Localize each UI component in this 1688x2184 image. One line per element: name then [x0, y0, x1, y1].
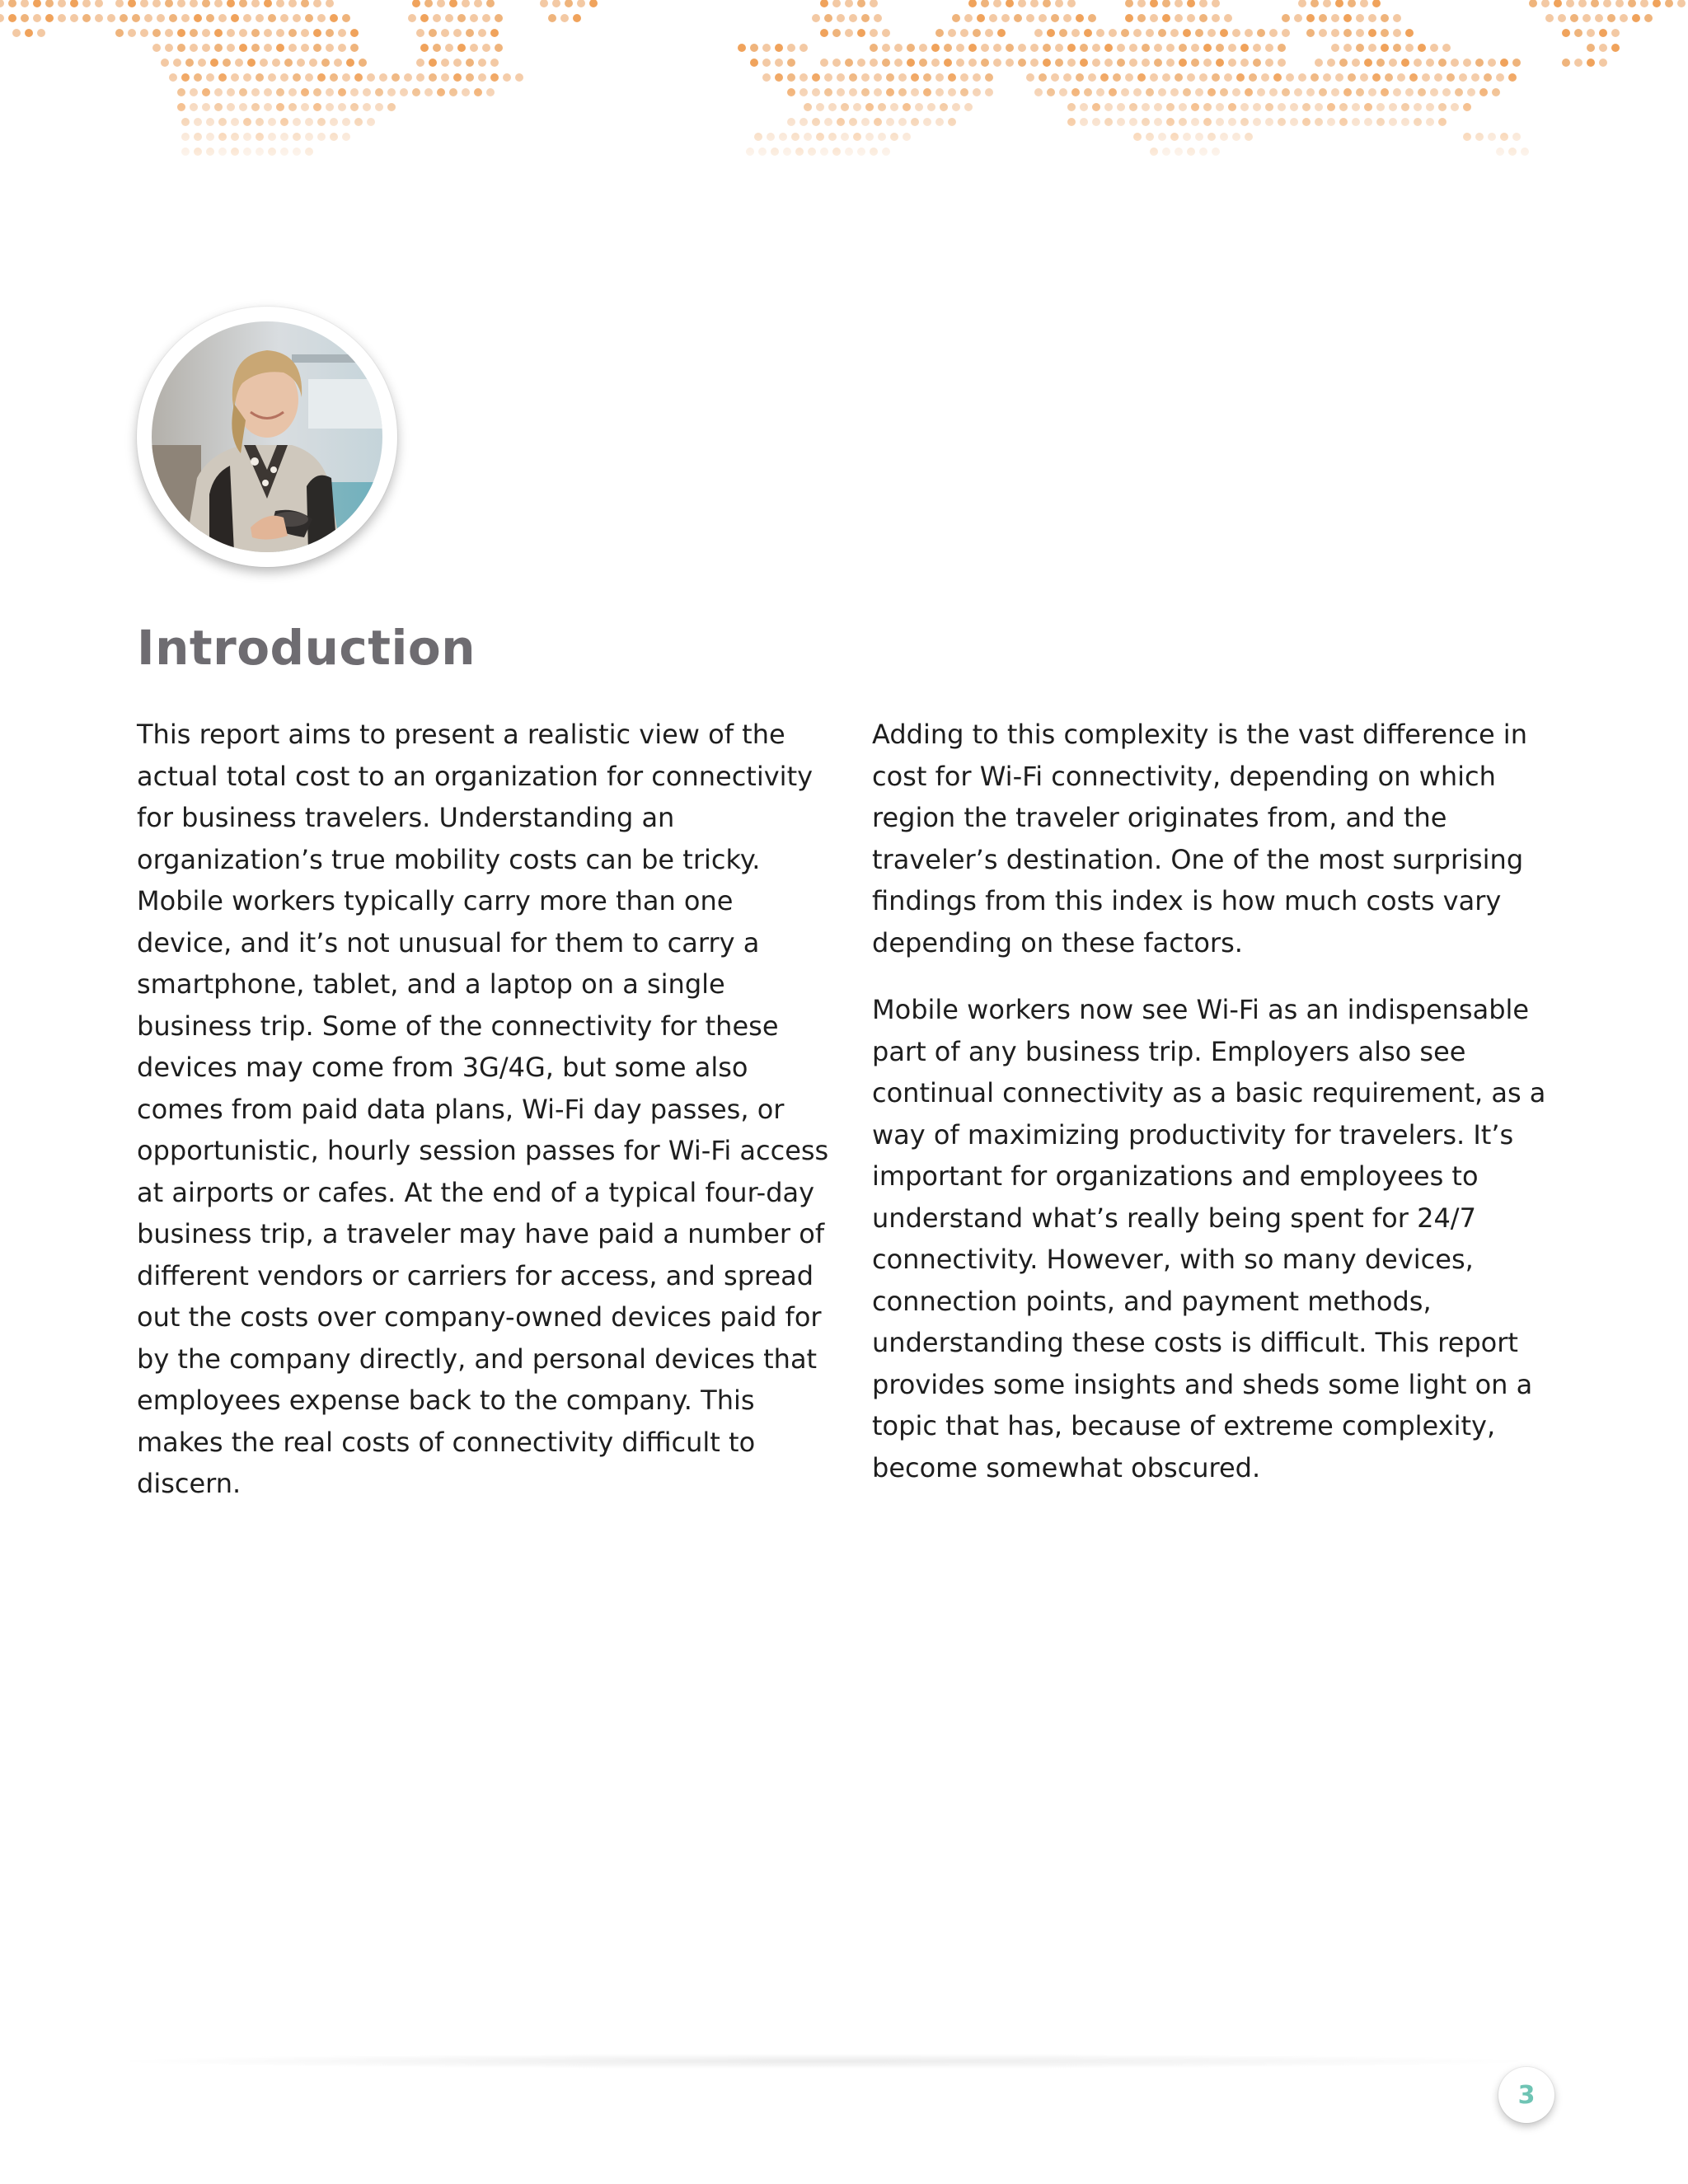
body-paragraph: Adding to this complexity is the vast difference in cost for Wi-Fi connectivity, depending on which region the traveler originates from, and the traveler’s destination. One of the most surprising findings from this index is how much costs vary depending on these factors.	[872, 719, 1527, 958]
woman-traveler-with-phone-photo	[152, 321, 382, 552]
body-column-left	[137, 714, 829, 1505]
footer-divider	[124, 2054, 1525, 2069]
profile-photo-frame	[137, 307, 397, 567]
page-number-badge	[1498, 2067, 1554, 2123]
body-paragraph: Mobile workers now see Wi-Fi as an indispensable part of any business trip. Employers also see continual connectivity as a basic requirement, as a way of maximizing productivity for travelers. It’s important for organizations and employees to understand what’s really being spent for 24/7 connectivity. However, with so many devices, connection points, and payment methods, understanding these costs is difficult. This report provides some insights and sheds some light on a topic that has, because of extreme complexity, become somewhat obscured.	[872, 994, 1546, 1483]
header-fade	[0, 0, 1688, 198]
section-title: Introduction	[137, 620, 476, 676]
body-column-right	[872, 714, 1564, 1488]
body-paragraph: This report aims to present a realistic view of the actual total cost to an organization for connectivity for business travelers. Understanding an organization’s true mobility costs can be tricky. Mobile workers typically carry more than one device, and it’s not unusual for them to carry a smartphone, tablet, and a laptop on a single business trip. Some of the connectivity for these devices may come from 3G/4G, but some also comes from paid data plans, Wi-Fi day passes, or opportunistic, hourly session passes for Wi-Fi access at airports or cafes. At the end of a typical four-day business trip, a traveler may have paid a number of different vendors or carriers for access, and spread out the costs over company-owned devices paid for by the company directly, and personal devices that employees expense back to the company. This makes the real costs of connectivity difficult to discern.	[137, 719, 829, 1499]
page-number: 3	[1517, 2080, 1536, 2110]
